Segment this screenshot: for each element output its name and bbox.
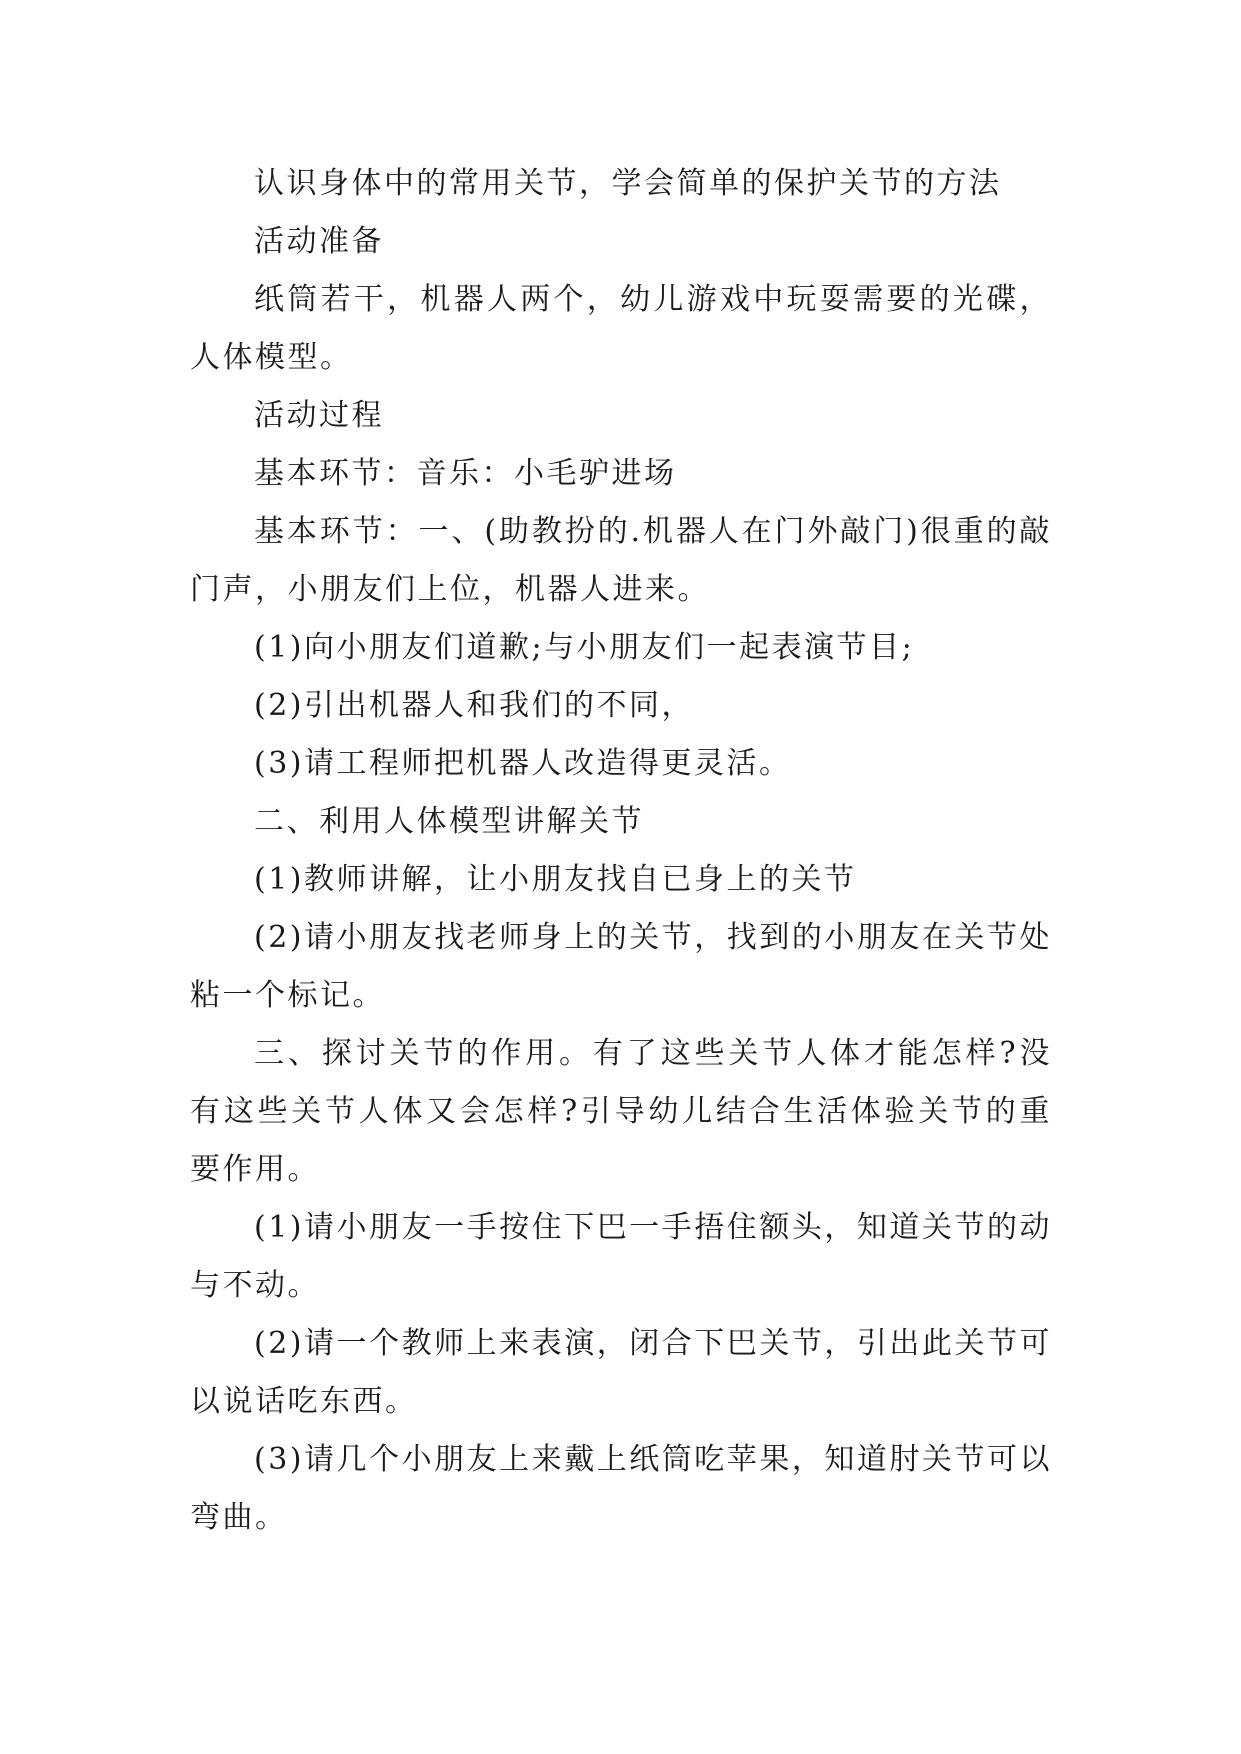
list-item-apologize: (1)向小朋友们道歉;与小朋友们一起表演节目; <box>254 630 915 665</box>
section-three-paragraph: 三、探讨关节的作用。有了这些关节人体才能怎样?没有这些关节人体又会怎样?引导幼儿结合生活体验关节的重要作用。 <box>190 1036 1052 1187</box>
paragraph-robot-knock: 基本环节：一、(助教扮的.机器人在门外敲门)很重的敲门声，小朋友们上位，机器人进来。 <box>190 514 1052 607</box>
heading-preparation: 活动准备 <box>254 224 384 259</box>
list-item-difference: (2)引出机器人和我们的不同， <box>254 688 694 723</box>
list-item-jaw-performance: (2)请一个教师上来表演，闭合下巴关节，引出此关节可以说话吃东西。 <box>190 1326 1052 1419</box>
list-item-teacher-explain: (1)教师讲解，让小朋友找自已身上的关节 <box>254 862 857 897</box>
list-item-elbow-apple: (3)请几个小朋友上来戴上纸筒吃苹果，知道肘关节可以弯曲。 <box>190 1442 1052 1535</box>
document-body <box>190 155 1052 1547</box>
paragraph-objective: 认识身体中的常用关节，学会简单的保护关节的方法 <box>254 166 1002 201</box>
paragraph-music-entry: 基本环节：音乐：小毛驴进场 <box>254 456 677 491</box>
paragraph-materials: 纸筒若干，机器人两个，幼儿游戏中玩耍需要的光碟，人体模型。 <box>190 282 1052 375</box>
list-item-find-joints: (2)请小朋友找老师身上的关节，找到的小朋友在关节处粘一个标记。 <box>190 920 1052 1013</box>
list-item-chin-forehead: (1)请小朋友一手按住下巴一手捂住额头，知道关节的动与不动。 <box>190 1210 1052 1303</box>
section-two-heading: 二、利用人体模型讲解关节 <box>254 804 644 839</box>
heading-process: 活动过程 <box>254 398 384 433</box>
list-item-engineer: (3)请工程师把机器人改造得更灵活。 <box>254 746 792 781</box>
